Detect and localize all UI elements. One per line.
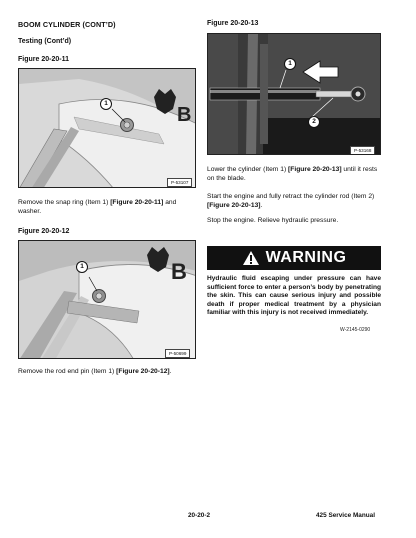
section-title: BOOM CYLINDER (CONT’D)	[18, 20, 116, 29]
warning-code: W-2145-0290	[340, 327, 371, 333]
right-paragraph-1: Lower the cylinder (Item 1) [Figure 20-20-13] until it rests on the blade.	[207, 166, 378, 182]
figure-20-20-13-photo	[207, 33, 381, 155]
warning-text: Hydraulic fluid escaping under pressure can have sufficient force to enter a person’s body by penetrating the skin. This can cause serious injury and possible death if proper medical treatment by a physician familiar with this injury is not received immediately.	[207, 275, 381, 316]
warning-title: WARNING	[265, 249, 347, 266]
right-paragraph-2: Start the engine and fully retract the cylinder rod (Item 2) [Figure 20-20-13].	[207, 193, 375, 209]
figure-ref: [Figure 20-20-13]	[207, 201, 261, 209]
svg-text:B: B	[177, 104, 192, 126]
rod-end-pin-illustration	[19, 241, 196, 359]
boom-cylinder-illustration	[208, 34, 381, 155]
figure-20-20-12-photo-number: P-50699	[165, 349, 190, 358]
warning-banner	[207, 246, 381, 270]
figure-20-20-13-caption: Figure 20-20-13	[207, 20, 259, 27]
left-paragraph-1: Remove the snap ring (Item 1) [Figure 20-20-11] and washer.	[18, 199, 177, 215]
subsection-title: Testing (Cont’d)	[18, 38, 72, 45]
figure-20-20-11-callout-1: 1	[100, 98, 112, 110]
figure-20-20-11-photo-number: P-53107	[167, 178, 192, 187]
figure-20-20-12-caption: Figure 20-20-12	[18, 228, 70, 235]
figure-ref: [Figure 20-20-13]	[288, 166, 342, 173]
figure-ref: [Figure 20-20-11]	[110, 199, 164, 206]
left-paragraph-2: Remove the rod end pin (Item 1) [Figure 20-20-12].	[18, 368, 172, 375]
page-number: 20-20-2	[188, 512, 211, 519]
figure-ref: [Figure 20-20-12]	[116, 368, 170, 375]
figure-20-20-13-callout-1: 1	[284, 58, 296, 70]
right-paragraph-3: Stop the engine. Relieve hydraulic pressure.	[207, 217, 339, 224]
figure-20-20-11-caption: Figure 20-20-11	[18, 56, 69, 63]
warning-triangle-icon	[242, 250, 260, 266]
figure-20-20-12-photo	[18, 240, 196, 359]
boom-snap-ring-illustration	[19, 69, 196, 188]
figure-20-20-12-callout-1: 1	[76, 261, 88, 273]
figure-20-20-13-callout-2: 2	[308, 116, 320, 128]
svg-text:B: B	[171, 259, 187, 284]
figure-20-20-11-photo	[18, 68, 196, 188]
manual-title: 425 Service Manual	[316, 512, 375, 519]
figure-20-20-13-photo-number: P-53168	[350, 146, 375, 155]
